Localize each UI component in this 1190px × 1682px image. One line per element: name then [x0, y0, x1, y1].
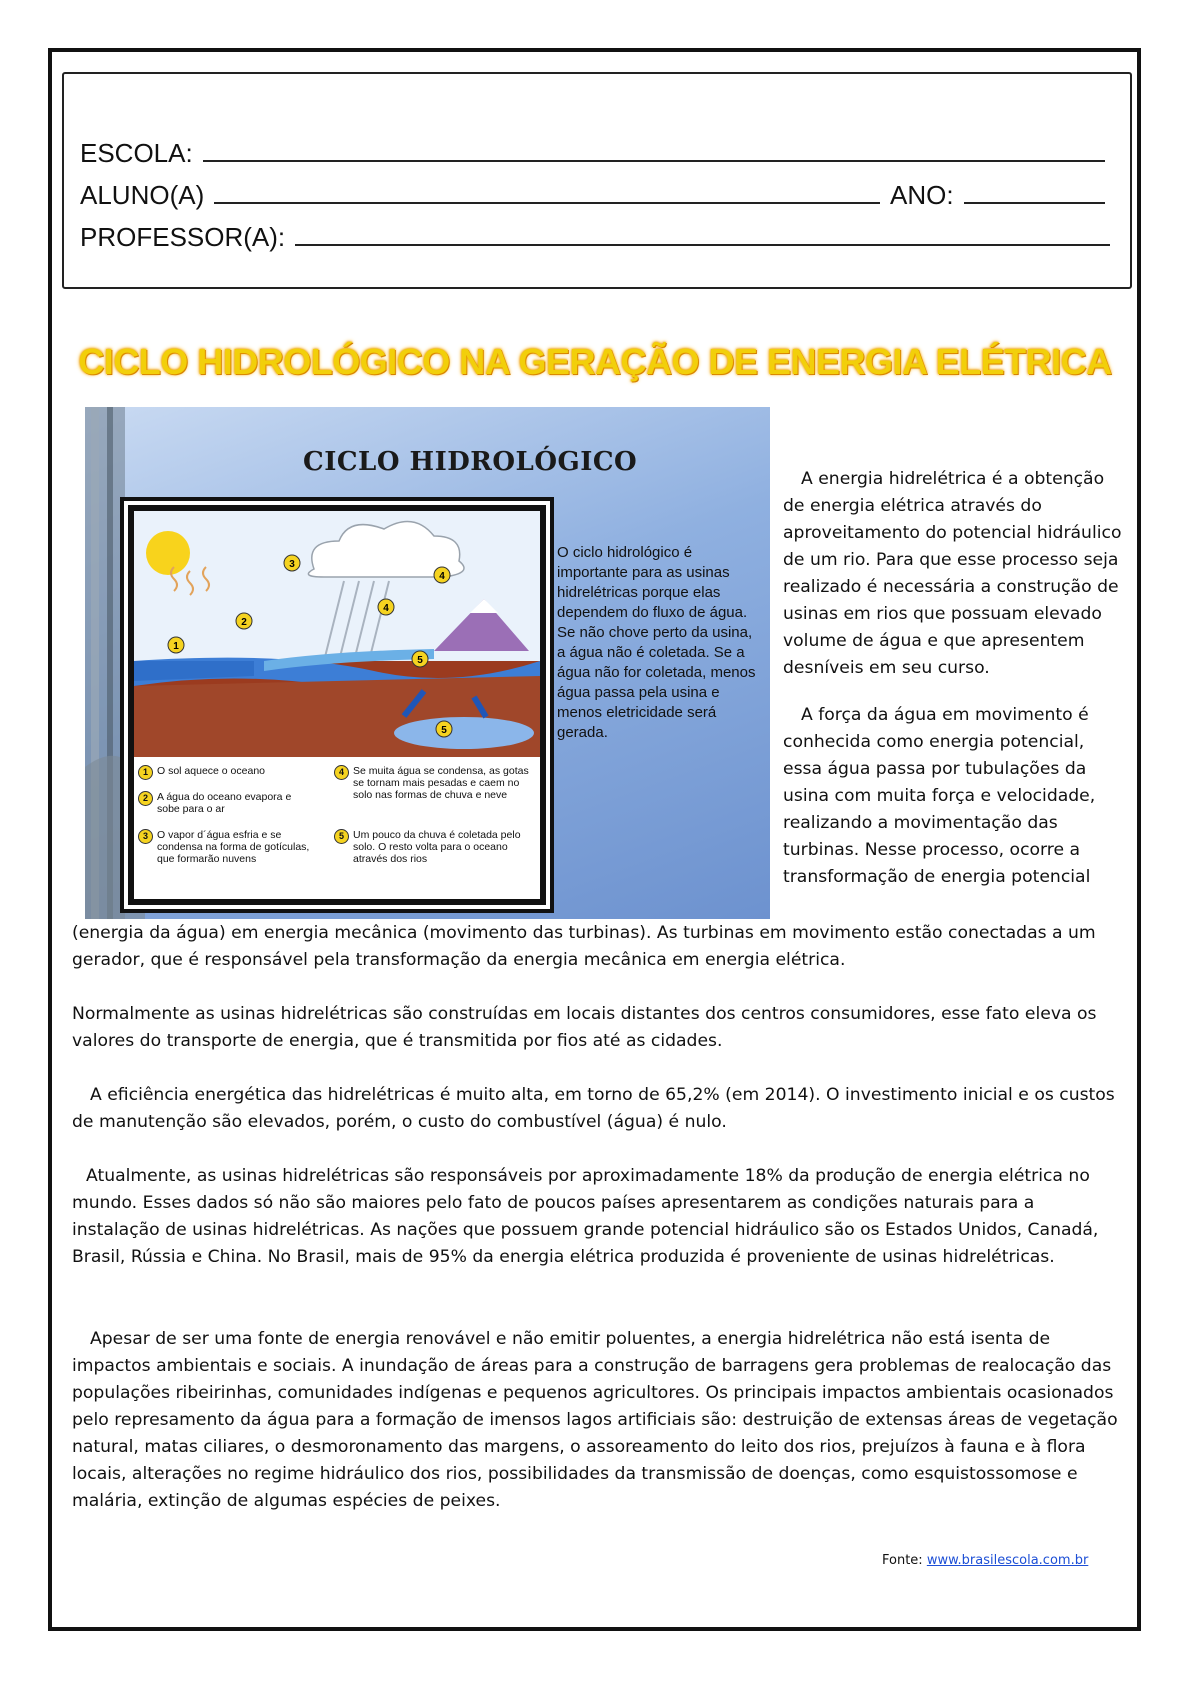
- paragraph: A energia hidrelétrica é a obtenção de energia elétrica através do aproveitamento do potencial hidráulico de um rio. Para que esse processo seja realizado é necessária a construção de usinas em rios que possuam elevado volume de água e que apresentem desníveis em seu curso.: [783, 469, 1122, 678]
- marker-2-label: 2: [241, 617, 247, 628]
- school-blank[interactable]: [203, 140, 1105, 162]
- legend-item-1: [138, 765, 322, 780]
- year-line: [890, 180, 1105, 211]
- legend-item-2: [138, 791, 297, 815]
- page-title: CICLO HIDROLÓGICO NA GERAÇÃO DE ENERGIA ELÉTRICA: [78, 341, 1112, 382]
- legend-number: 5: [334, 829, 349, 844]
- paragraph: A força da água em movimento é conhecida como energia potencial, essa água passa por tubulações da usina com muita força e velocidade, realizando a movimentação das turbinas. Nesse processo, ocorre a transformação de energia potencial: [783, 705, 1096, 887]
- legend-item-3: [138, 829, 325, 865]
- legend-number: 4: [334, 765, 349, 780]
- student-line: [80, 180, 880, 211]
- paragraph: Apesar de ser uma fonte de energia renovável e não emitir poluentes, a energia hidrelétrica não está isenta de impactos ambientais e sociais. A inundação de áreas para a construção de barragens gera problemas de realocação das populações ribeirinhas, comunidades indígenas e pequenos agricultores. Os principais impactos ambientais ocasionados pelo represamento da água para a formação de imensos lagos artificiais são: destruição de extensas áreas de vegetação natural, matas ciliares, o desmoronamento das margens, o assoreamento do leito dos rios, prejuízos à fauna e à flora locais, alterações no regime hidráulico dos rios, possibilidades da transmissão de doenças, como esquistossomose e malária, extinção de algumas espécies de peixes.: [72, 1329, 1118, 1511]
- year-label: ANO:: [890, 180, 954, 210]
- student-blank[interactable]: [214, 182, 880, 204]
- legend-number: 2: [138, 791, 153, 806]
- marker-4b-label: 4: [383, 603, 389, 614]
- paragraph-1: [72, 920, 1127, 974]
- legend-number: 3: [138, 829, 153, 844]
- paragraph-4: [72, 1163, 1127, 1271]
- teacher-label: PROFESSOR(A):: [80, 222, 286, 252]
- legend-number: 1: [138, 765, 153, 780]
- school-line: [80, 138, 1105, 169]
- paragraph-5: [72, 1326, 1127, 1515]
- school-label: ESCOLA:: [80, 138, 193, 168]
- source-link[interactable]: www.brasilescola.com.br: [926, 1553, 1089, 1568]
- teacher-line: [80, 222, 1110, 253]
- legend-text: Um pouco da chuva é coletada pelo solo. O resto volta para o oceano através dos rios: [353, 829, 521, 865]
- legend-text: A água do oceano evapora e sobe para o ar: [157, 791, 292, 815]
- legend-text: O sol aquece o oceano: [157, 765, 265, 777]
- figure-caption: O ciclo hidrológico é importante para as usinas hidrelétricas porque elas dependem do fluxo de água. Se não chove perto da usina, a água não é coletada. Se a água não for coletada, menos água passa pela usina e menos eletricidade será gerada.: [557, 544, 756, 741]
- marker-4a-label: 4: [439, 571, 445, 582]
- legend-text: O vapor d´água esfria e se condensa na forma de gotículas, que formarão nuvens: [157, 829, 310, 865]
- hydrological-cycle-figure: [85, 407, 770, 919]
- marker-5a-label: 5: [417, 655, 423, 666]
- figure-title: CICLO HIDROLÓGICO: [303, 447, 638, 477]
- paragraph: A eficiência energética das hidrelétricas é muito alta, em torno de 65,2% (em 2014). O investimento inicial e os custos de manutenção são elevados, porém, o custo do combustível (água) é nulo.: [72, 1085, 1115, 1132]
- paragraph-3: [72, 1082, 1127, 1136]
- marker-1-label: 1: [173, 641, 179, 652]
- marker-3-label: 3: [289, 559, 295, 570]
- legend-text: Se muita água se condensa, as gotas se tornam mais pesadas e caem no solo nas formas de chuva e neve: [353, 765, 529, 801]
- source-label: Fonte:: [882, 1553, 923, 1568]
- marker-5b-label: 5: [441, 725, 447, 736]
- student-label: ALUNO(A): [80, 180, 205, 210]
- side-text: [783, 466, 1128, 891]
- paragraph: Normalmente as usinas hidrelétricas são construídas em locais distantes dos centros consumidores, esse fato eleva os valores do transporte de energia, que é transmitida por fios até as cidades.: [72, 1004, 1097, 1051]
- legend-item-4: [334, 765, 533, 801]
- legend-item-5: [334, 829, 533, 865]
- teacher-blank[interactable]: [295, 224, 1110, 246]
- cycle-diagram: [128, 505, 546, 905]
- year-blank[interactable]: [964, 182, 1105, 204]
- source-line: [882, 1553, 1088, 1568]
- cycle-markers: [134, 511, 540, 757]
- paragraph: Atualmente, as usinas hidrelétricas são responsáveis por aproximadamente 18% da produção de energia elétrica no mundo. Esses dados só não são maiores pelo fato de poucos países apresentarem as condições naturais para a instalação de usinas hidrelétricas. As nações que possuem grande potencial hidráulico são os Estados Unidos, Canadá, Brasil, Rússia e China. No Brasil, mais de 95% da energia elétrica produzida é proveniente de usinas hidrelétricas.: [72, 1166, 1099, 1267]
- paragraph: (energia da água) em energia mecânica (movimento das turbinas). As turbinas em movimento estão conectadas a um gerador, que é responsável pela transformação da energia mecânica em energia elétrica.: [72, 923, 1096, 970]
- paragraph-2: [72, 1001, 1127, 1055]
